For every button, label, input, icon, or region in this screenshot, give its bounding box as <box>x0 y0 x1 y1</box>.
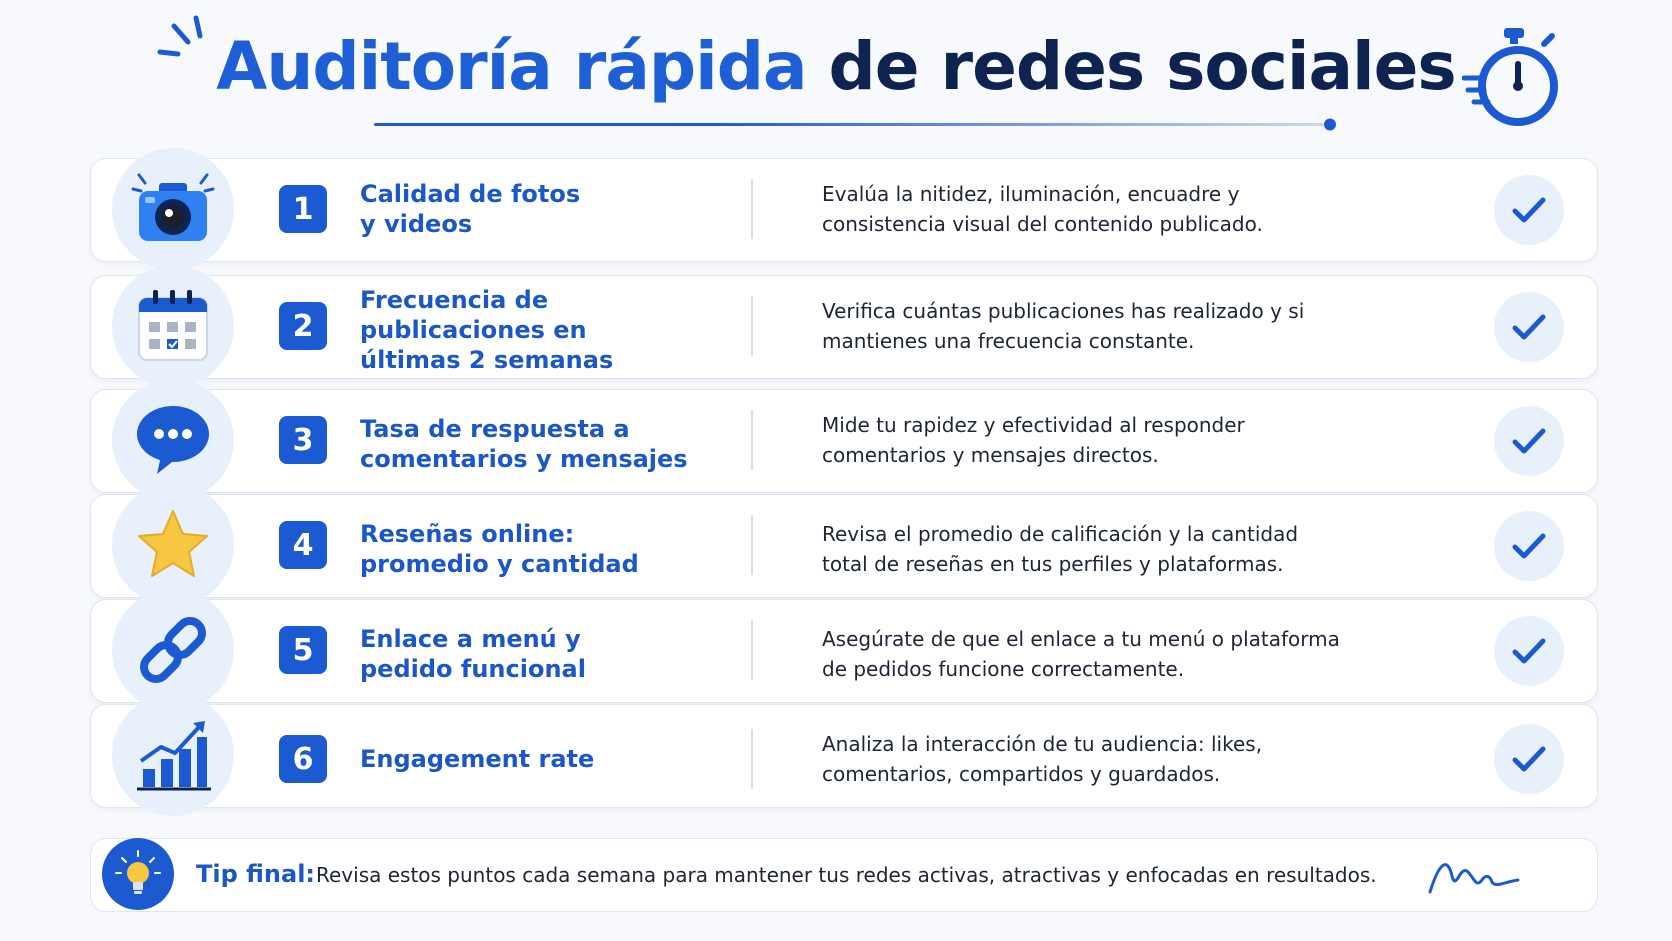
tip-text: Revisa estos puntos cada semana para mantener tus redes activas, atractivas y enfocadas en resultados. <box>316 863 1377 887</box>
checkmark-icon <box>1509 739 1549 779</box>
step-number-6: 6 <box>279 735 327 783</box>
row-2-check <box>1494 292 1564 362</box>
row-3-check <box>1494 406 1564 476</box>
checkmark-icon <box>1509 307 1549 347</box>
checkmark-icon <box>1509 421 1549 461</box>
row-2-divider <box>751 296 753 356</box>
signature-doodle <box>1426 850 1526 900</box>
row-4-check <box>1494 511 1564 581</box>
row-5-divider <box>751 620 753 680</box>
row-3-divider <box>751 410 753 470</box>
step-number-2: 2 <box>279 302 327 350</box>
row-2-icon-bg <box>112 265 234 387</box>
page-title <box>0 28 1672 105</box>
row-6-icon-bg <box>112 694 234 816</box>
row-6-check <box>1494 724 1564 794</box>
lightbulb-icon <box>113 849 163 899</box>
step-label-5: Enlace a menú y pedido funcional <box>360 625 586 683</box>
tip-label: Tip final: <box>196 860 316 888</box>
row-6-divider <box>751 729 753 789</box>
step-description-5: Asegúrate de que el enlace a tu menú o plataforma de pedidos funcione correctamente. <box>822 627 1340 681</box>
checkmark-icon <box>1509 526 1549 566</box>
chat-bubble-icon <box>131 398 215 482</box>
step-label-3: Tasa de respuesta a comentarios y mensajes <box>360 415 688 473</box>
row-5-icon-bg <box>112 589 234 711</box>
step-description-6: Analiza la interacción de tu audiencia: likes, comentarios, compartidos y guardados. <box>822 732 1263 786</box>
checkmark-icon <box>1509 190 1549 230</box>
row-1-divider <box>751 179 753 239</box>
step-label-1: Calidad de fotos y videos <box>360 180 581 238</box>
step-number-5: 5 <box>279 626 327 674</box>
step-description-4: Revisa el promedio de calificación y la cantidad total de reseñas en tus perfiles y plataformas. <box>822 522 1299 576</box>
checkmark-icon <box>1509 631 1549 671</box>
row-5-check <box>1494 616 1564 686</box>
lightbulb-badge <box>102 838 174 910</box>
row-1-check <box>1494 175 1564 245</box>
row-4-divider <box>751 515 753 575</box>
step-description-3: Mide tu rapidez y efectividad al responder comentarios y mensajes directos. <box>822 413 1245 467</box>
row-1-icon-bg <box>112 148 234 270</box>
row-3-icon-bg <box>112 379 234 501</box>
calendar-icon <box>133 286 213 366</box>
step-number-4: 4 <box>279 521 327 569</box>
camera-icon <box>125 161 221 257</box>
step-description-1: Evalúa la nitidez, iluminación, encuadre y consistencia visual del contenido publicado. <box>822 182 1263 236</box>
title-highlight: Auditoría rápida <box>216 28 807 105</box>
star-icon <box>133 505 213 585</box>
step-label-6: Engagement rate <box>360 745 595 773</box>
link-icon <box>133 610 213 690</box>
row-4-icon-bg <box>112 484 234 606</box>
step-label-4: Reseñas online: promedio y cantidad <box>360 520 639 578</box>
step-number-1: 1 <box>279 185 327 233</box>
step-label-2: Frecuencia de publicaciones en últimas 2 semanas <box>360 286 614 374</box>
step-description-2: Verifica cuántas publicaciones has realizado y si mantienes una frecuencia constante. <box>822 299 1305 353</box>
title-rest: de redes sociales <box>828 28 1456 105</box>
step-number-3: 3 <box>279 416 327 464</box>
growth-chart-icon <box>133 715 213 795</box>
title-underline <box>374 118 1344 134</box>
stopwatch-icon <box>1462 24 1572 134</box>
